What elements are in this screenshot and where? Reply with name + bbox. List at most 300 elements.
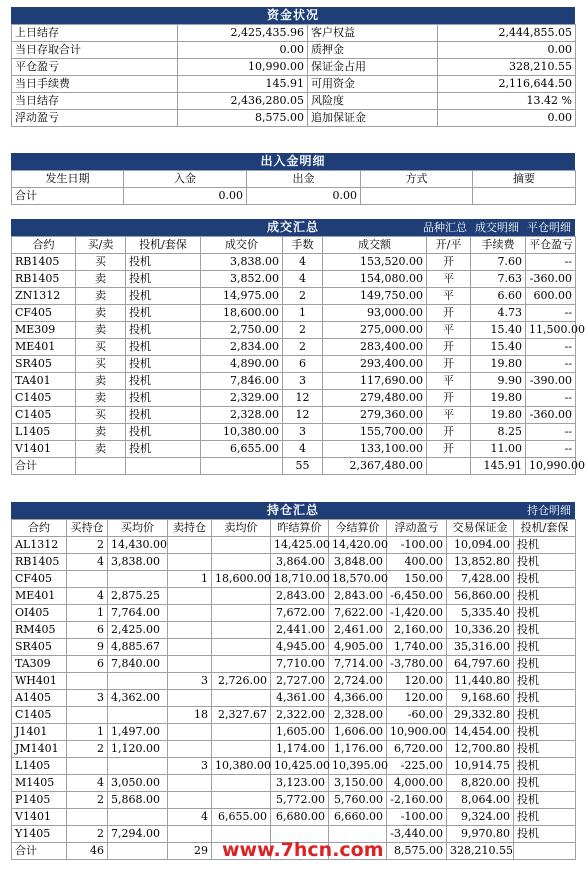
table-cell: 120.00 bbox=[387, 673, 447, 690]
funds-label: 客户权益 bbox=[308, 25, 438, 42]
positions-column-header: 买持仓 bbox=[67, 520, 108, 537]
positions-title: 持仓汇总 bbox=[266, 503, 319, 517]
table-cell: 4,361.00 bbox=[271, 690, 329, 707]
table-cell: 600.00 bbox=[526, 288, 576, 305]
table-cell bbox=[168, 724, 212, 741]
table-cell bbox=[108, 571, 168, 588]
table-cell: 3,864.00 bbox=[271, 554, 329, 571]
table-cell: 6,680.00 bbox=[271, 809, 329, 826]
table-cell: 开 bbox=[427, 339, 471, 356]
table-cell: 2,367,480.00 bbox=[323, 458, 427, 475]
table-cell: 投机 bbox=[514, 826, 576, 843]
trades-table bbox=[11, 236, 585, 475]
table-cell: 2,724.00 bbox=[329, 673, 387, 690]
table-cell: 150.00 bbox=[387, 571, 447, 588]
table-cell: 卖 bbox=[76, 271, 126, 288]
table-cell: RB1405 bbox=[12, 254, 76, 271]
table-cell: 投机 bbox=[126, 254, 201, 271]
table-cell: 5,760.00 bbox=[329, 792, 387, 809]
table-cell: 5,868.00 bbox=[108, 792, 168, 809]
table-cell: 12 bbox=[283, 390, 323, 407]
table-cell: 卖 bbox=[76, 288, 126, 305]
trade-row bbox=[12, 407, 576, 424]
funds-label: 追加保证金 bbox=[308, 110, 438, 127]
table-cell: -100.00 bbox=[387, 809, 447, 826]
trades-column-header: 买/卖 bbox=[76, 237, 126, 254]
table-cell: 投机 bbox=[126, 390, 201, 407]
table-cell: 投机 bbox=[514, 673, 576, 690]
funds-label: 保证金占用 bbox=[308, 59, 438, 76]
position-row bbox=[12, 554, 576, 571]
table-cell bbox=[67, 571, 108, 588]
table-cell: 3,123.00 bbox=[271, 775, 329, 792]
table-cell: 投机 bbox=[514, 554, 576, 571]
table-cell: 10,425.00 bbox=[271, 758, 329, 775]
table-cell: 买 bbox=[76, 407, 126, 424]
table-cell bbox=[361, 188, 473, 205]
funds-value: 0.00 bbox=[178, 42, 308, 59]
inout-header-row bbox=[12, 171, 576, 188]
table-cell: 卖 bbox=[76, 373, 126, 390]
table-cell: 投机 bbox=[126, 339, 201, 356]
table-cell: 7,846.00 bbox=[201, 373, 283, 390]
table-cell: 投机 bbox=[126, 322, 201, 339]
table-cell: 275,000.00 bbox=[323, 322, 427, 339]
table-cell bbox=[108, 673, 168, 690]
link-trades-1[interactable]: 成交明细 bbox=[475, 221, 519, 234]
table-cell bbox=[212, 622, 271, 639]
table-cell: 18,570.00 bbox=[329, 571, 387, 588]
table-cell: 1 bbox=[67, 724, 108, 741]
table-cell: 6,720.00 bbox=[387, 741, 447, 758]
table-cell bbox=[212, 775, 271, 792]
table-cell: 1,605.00 bbox=[271, 724, 329, 741]
table-cell: 15.40 bbox=[471, 322, 526, 339]
trade-row bbox=[12, 424, 576, 441]
positions-column-header: 浮动盈亏 bbox=[387, 520, 447, 537]
funds-label: 当日结存 bbox=[12, 93, 178, 110]
positions-table bbox=[11, 519, 576, 860]
table-cell: 卖 bbox=[76, 424, 126, 441]
table-cell: 55 bbox=[283, 458, 323, 475]
table-cell: -- bbox=[526, 424, 576, 441]
table-cell: 4 bbox=[67, 554, 108, 571]
table-cell: 4,366.00 bbox=[329, 690, 387, 707]
table-cell: J1401 bbox=[12, 724, 67, 741]
table-cell: 3 bbox=[283, 373, 323, 390]
funds-label: 当日手续费 bbox=[12, 76, 178, 93]
table-cell: 6 bbox=[283, 356, 323, 373]
table-cell: JM1401 bbox=[12, 741, 67, 758]
funds-row bbox=[12, 76, 576, 93]
table-cell: 平 bbox=[427, 288, 471, 305]
table-cell: 买 bbox=[76, 254, 126, 271]
table-cell: 18 bbox=[168, 707, 212, 724]
table-cell: 3,838.00 bbox=[108, 554, 168, 571]
table-cell: -- bbox=[526, 305, 576, 322]
table-cell: 328,210.55 bbox=[447, 843, 514, 860]
funds-value: 2,116,644.50 bbox=[438, 76, 576, 93]
position-row bbox=[12, 622, 576, 639]
table-cell: 7,428.00 bbox=[447, 571, 514, 588]
table-cell: 64,797.60 bbox=[447, 656, 514, 673]
table-cell: 120.00 bbox=[387, 690, 447, 707]
table-cell: 投机 bbox=[126, 288, 201, 305]
table-cell: 投机 bbox=[514, 537, 576, 554]
trades-column-header: 手续费 bbox=[471, 237, 526, 254]
table-cell: -360.00 bbox=[526, 271, 576, 288]
positions-column-header: 买均价 bbox=[108, 520, 168, 537]
table-cell: 7,710.00 bbox=[271, 656, 329, 673]
table-cell: 13,852.80 bbox=[447, 554, 514, 571]
table-cell: V1401 bbox=[12, 809, 67, 826]
table-cell: 18,600.00 bbox=[212, 571, 271, 588]
table-cell: 2,425.00 bbox=[108, 622, 168, 639]
table-cell: 4 bbox=[283, 271, 323, 288]
table-cell: 开 bbox=[427, 424, 471, 441]
table-cell: 10,380.00 bbox=[212, 758, 271, 775]
link-trades-2[interactable]: 平仓明细 bbox=[527, 221, 571, 234]
table-cell: -360.00 bbox=[526, 407, 576, 424]
table-cell: 10,336.20 bbox=[447, 622, 514, 639]
table-cell: 3 bbox=[168, 758, 212, 775]
trade-row bbox=[12, 254, 576, 271]
table-cell: 7.60 bbox=[471, 254, 526, 271]
table-cell: 283,400.00 bbox=[323, 339, 427, 356]
trade-row bbox=[12, 373, 576, 390]
table-cell: 14,420.00 bbox=[329, 537, 387, 554]
table-cell: 买 bbox=[76, 339, 126, 356]
table-cell bbox=[427, 458, 471, 475]
table-cell: 投机 bbox=[514, 656, 576, 673]
funds-value: 2,436,280.05 bbox=[178, 93, 308, 110]
table-cell: 1,497.00 bbox=[108, 724, 168, 741]
table-cell: 10,990.00 bbox=[526, 458, 576, 475]
table-cell: 2,843.00 bbox=[271, 588, 329, 605]
table-cell: -60.00 bbox=[387, 707, 447, 724]
table-cell: SR405 bbox=[12, 356, 76, 373]
table-cell: 14,430.00 bbox=[108, 537, 168, 554]
table-cell: 投机 bbox=[514, 809, 576, 826]
table-cell: 10,914.75 bbox=[447, 758, 514, 775]
funds-title: 资金状况 bbox=[266, 8, 319, 22]
table-cell: 开 bbox=[427, 305, 471, 322]
table-cell: 2,322.00 bbox=[271, 707, 329, 724]
table-cell bbox=[212, 741, 271, 758]
table-cell bbox=[168, 622, 212, 639]
table-cell: 卖 bbox=[76, 305, 126, 322]
table-cell: 1,606.00 bbox=[329, 724, 387, 741]
table-cell: 1,176.00 bbox=[329, 741, 387, 758]
table-cell: 9,324.00 bbox=[447, 809, 514, 826]
table-cell: -225.00 bbox=[387, 758, 447, 775]
table-cell: TA309 bbox=[12, 656, 67, 673]
table-cell: 10,094.00 bbox=[447, 537, 514, 554]
position-row bbox=[12, 809, 576, 826]
table-cell: -- bbox=[526, 356, 576, 373]
table-cell bbox=[212, 537, 271, 554]
position-row bbox=[12, 571, 576, 588]
position-row bbox=[12, 673, 576, 690]
table-cell: 7,672.00 bbox=[271, 605, 329, 622]
table-cell: 投机 bbox=[514, 605, 576, 622]
table-cell: 56,860.00 bbox=[447, 588, 514, 605]
table-cell: 2 bbox=[67, 741, 108, 758]
funds-value: 2,444,855.05 bbox=[438, 25, 576, 42]
funds-row bbox=[12, 110, 576, 127]
table-cell: -100.00 bbox=[387, 537, 447, 554]
table-cell: 4.73 bbox=[471, 305, 526, 322]
table-cell: 6 bbox=[67, 656, 108, 673]
table-cell: L1405 bbox=[12, 424, 76, 441]
positions-column-header: 合约 bbox=[12, 520, 67, 537]
table-cell: 400.00 bbox=[387, 554, 447, 571]
table-cell: 1,174.00 bbox=[271, 741, 329, 758]
funds-table bbox=[11, 24, 576, 127]
table-cell: TA401 bbox=[12, 373, 76, 390]
table-cell: 合计 bbox=[12, 843, 67, 860]
trade-row bbox=[12, 271, 576, 288]
table-cell: 4,000.00 bbox=[387, 775, 447, 792]
funds-value: 328,210.55 bbox=[438, 59, 576, 76]
table-cell: RM405 bbox=[12, 622, 67, 639]
table-cell: 投机 bbox=[126, 407, 201, 424]
table-cell: 19.80 bbox=[471, 407, 526, 424]
funds-row bbox=[12, 93, 576, 110]
table-cell bbox=[168, 775, 212, 792]
table-cell: 开 bbox=[427, 254, 471, 271]
table-cell: AL1312 bbox=[12, 537, 67, 554]
table-cell: 3 bbox=[67, 690, 108, 707]
table-cell: -2,160.00 bbox=[387, 792, 447, 809]
table-cell: 0.00 bbox=[124, 188, 247, 205]
table-cell: 149,750.00 bbox=[323, 288, 427, 305]
funds-header bbox=[11, 7, 575, 24]
table-cell bbox=[168, 554, 212, 571]
table-cell: 2 bbox=[283, 339, 323, 356]
table-cell: P1405 bbox=[12, 792, 67, 809]
table-cell: 0.00 bbox=[247, 188, 361, 205]
table-cell: 8.25 bbox=[471, 424, 526, 441]
link-trades-0[interactable]: 品种汇总 bbox=[423, 221, 467, 234]
table-cell: 3,838.00 bbox=[201, 254, 283, 271]
table-cell: 投机 bbox=[514, 792, 576, 809]
positions-column-header: 交易保证金 bbox=[447, 520, 514, 537]
positions-section bbox=[11, 502, 575, 860]
position-row bbox=[12, 537, 576, 554]
table-cell: 46 bbox=[67, 843, 108, 860]
table-cell: 2 bbox=[67, 826, 108, 843]
trade-row bbox=[12, 339, 576, 356]
table-cell: 3,150.00 bbox=[329, 775, 387, 792]
table-cell bbox=[212, 588, 271, 605]
table-cell: -6,450.00 bbox=[387, 588, 447, 605]
table-cell: 平 bbox=[427, 373, 471, 390]
table-cell: 6,660.00 bbox=[329, 809, 387, 826]
table-cell: 12 bbox=[283, 407, 323, 424]
table-cell: 4 bbox=[283, 254, 323, 271]
funds-row bbox=[12, 25, 576, 42]
table-cell: -1,420.00 bbox=[387, 605, 447, 622]
inout-column-header: 入金 bbox=[124, 171, 247, 188]
table-cell: C1405 bbox=[12, 390, 76, 407]
position-row bbox=[12, 758, 576, 775]
table-cell: 1 bbox=[67, 605, 108, 622]
table-cell: 1,120.00 bbox=[108, 741, 168, 758]
table-cell bbox=[108, 707, 168, 724]
table-cell bbox=[168, 605, 212, 622]
trades-column-header: 合约 bbox=[12, 237, 76, 254]
inout-column-header: 方式 bbox=[361, 171, 473, 188]
table-cell: 7,840.00 bbox=[108, 656, 168, 673]
table-cell bbox=[168, 656, 212, 673]
trades-title: 成交汇总 bbox=[266, 220, 319, 234]
table-cell: 10,380.00 bbox=[201, 424, 283, 441]
trades-column-header: 成交价 bbox=[201, 237, 283, 254]
table-cell: 平 bbox=[427, 271, 471, 288]
table-cell: 10,395.00 bbox=[329, 758, 387, 775]
table-cell: 2,461.00 bbox=[329, 622, 387, 639]
table-cell bbox=[76, 458, 126, 475]
table-cell bbox=[473, 188, 576, 205]
table-cell: -- bbox=[526, 339, 576, 356]
table-cell: 11,500.00 bbox=[526, 322, 576, 339]
table-cell: 2,328.00 bbox=[201, 407, 283, 424]
table-cell: A1405 bbox=[12, 690, 67, 707]
table-cell: 3,050.00 bbox=[108, 775, 168, 792]
inout-column-header: 摘要 bbox=[473, 171, 576, 188]
table-cell: 154,080.00 bbox=[323, 271, 427, 288]
inout-table bbox=[11, 170, 576, 205]
table-cell bbox=[168, 690, 212, 707]
table-cell: 8,575.00 bbox=[387, 843, 447, 860]
funds-label: 浮动盈亏 bbox=[12, 110, 178, 127]
table-cell bbox=[212, 792, 271, 809]
table-cell: ME401 bbox=[12, 339, 76, 356]
inout-title: 出入金明细 bbox=[260, 154, 326, 168]
table-cell bbox=[212, 639, 271, 656]
position-row bbox=[12, 724, 576, 741]
funds-row bbox=[12, 42, 576, 59]
table-cell: 投机 bbox=[514, 707, 576, 724]
trades-header bbox=[11, 219, 575, 236]
position-row bbox=[12, 605, 576, 622]
table-cell bbox=[212, 605, 271, 622]
table-cell: 投机 bbox=[514, 724, 576, 741]
inout-section bbox=[11, 153, 575, 205]
table-cell: ME309 bbox=[12, 322, 76, 339]
funds-value: 8,575.00 bbox=[178, 110, 308, 127]
table-cell: 279,360.00 bbox=[323, 407, 427, 424]
table-cell bbox=[168, 792, 212, 809]
funds-label: 风险度 bbox=[308, 93, 438, 110]
table-cell: 7.63 bbox=[471, 271, 526, 288]
table-cell: 投机 bbox=[126, 305, 201, 322]
table-cell: 2,843.00 bbox=[329, 588, 387, 605]
table-cell: 10,900.00 bbox=[387, 724, 447, 741]
trade-row bbox=[12, 390, 576, 407]
table-cell: 2 bbox=[283, 322, 323, 339]
trades-total-row bbox=[12, 458, 576, 475]
table-cell: 合计 bbox=[12, 458, 76, 475]
table-cell: 4 bbox=[283, 441, 323, 458]
table-cell: 7,294.00 bbox=[108, 826, 168, 843]
table-cell bbox=[201, 458, 283, 475]
table-cell: 9.90 bbox=[471, 373, 526, 390]
table-cell bbox=[212, 656, 271, 673]
trade-row bbox=[12, 322, 576, 339]
table-cell: 153,520.00 bbox=[323, 254, 427, 271]
table-cell: 1 bbox=[283, 305, 323, 322]
table-cell bbox=[212, 724, 271, 741]
table-cell: 开 bbox=[427, 390, 471, 407]
table-cell: 2,328.00 bbox=[329, 707, 387, 724]
table-cell: 投机 bbox=[126, 441, 201, 458]
table-cell: 14,454.00 bbox=[447, 724, 514, 741]
table-cell: 19.80 bbox=[471, 390, 526, 407]
table-cell: 投机 bbox=[126, 373, 201, 390]
table-cell: 5,772.00 bbox=[271, 792, 329, 809]
table-cell: 14,975.00 bbox=[201, 288, 283, 305]
funds-row bbox=[12, 59, 576, 76]
table-cell bbox=[212, 554, 271, 571]
table-cell: WH401 bbox=[12, 673, 67, 690]
position-row bbox=[12, 588, 576, 605]
table-cell: 平 bbox=[427, 407, 471, 424]
table-cell: 投机 bbox=[126, 271, 201, 288]
inout-column-header: 出金 bbox=[247, 171, 361, 188]
positions-column-header: 卖均价 bbox=[212, 520, 271, 537]
table-cell: 35,316.00 bbox=[447, 639, 514, 656]
table-cell: 12,700.80 bbox=[447, 741, 514, 758]
table-cell bbox=[514, 843, 576, 860]
table-cell: 19.80 bbox=[471, 356, 526, 373]
table-cell bbox=[212, 690, 271, 707]
table-cell: 4,885.67 bbox=[108, 639, 168, 656]
trades-column-header: 平仓盈亏 bbox=[526, 237, 576, 254]
table-cell: 9 bbox=[67, 639, 108, 656]
table-cell bbox=[126, 458, 201, 475]
trades-section bbox=[11, 219, 585, 475]
table-cell: -3,440.00 bbox=[387, 826, 447, 843]
table-cell: 4,905.00 bbox=[329, 639, 387, 656]
table-cell: 1 bbox=[168, 571, 212, 588]
table-cell: V1401 bbox=[12, 441, 76, 458]
table-cell: 4 bbox=[168, 809, 212, 826]
funds-label: 上日结存 bbox=[12, 25, 178, 42]
funds-label: 可用资金 bbox=[308, 76, 438, 93]
funds-label: 当日存取合计 bbox=[12, 42, 178, 59]
table-cell: 18,600.00 bbox=[201, 305, 283, 322]
table-cell: 投机 bbox=[514, 775, 576, 792]
table-cell: RB1405 bbox=[12, 554, 67, 571]
table-cell: 3 bbox=[283, 424, 323, 441]
position-row bbox=[12, 741, 576, 758]
table-cell: 6,655.00 bbox=[212, 809, 271, 826]
table-cell: 2 bbox=[67, 792, 108, 809]
funds-label: 平仓盈亏 bbox=[12, 59, 178, 76]
link-positions-0[interactable]: 持仓明细 bbox=[527, 504, 571, 517]
table-cell bbox=[168, 639, 212, 656]
table-cell bbox=[168, 588, 212, 605]
table-cell: 9,168.60 bbox=[447, 690, 514, 707]
trades-links bbox=[415, 219, 571, 236]
table-cell: 投机 bbox=[514, 741, 576, 758]
table-cell: -390.00 bbox=[526, 373, 576, 390]
table-cell: 投机 bbox=[514, 622, 576, 639]
table-cell: 4 bbox=[67, 588, 108, 605]
table-cell: CF405 bbox=[12, 571, 67, 588]
